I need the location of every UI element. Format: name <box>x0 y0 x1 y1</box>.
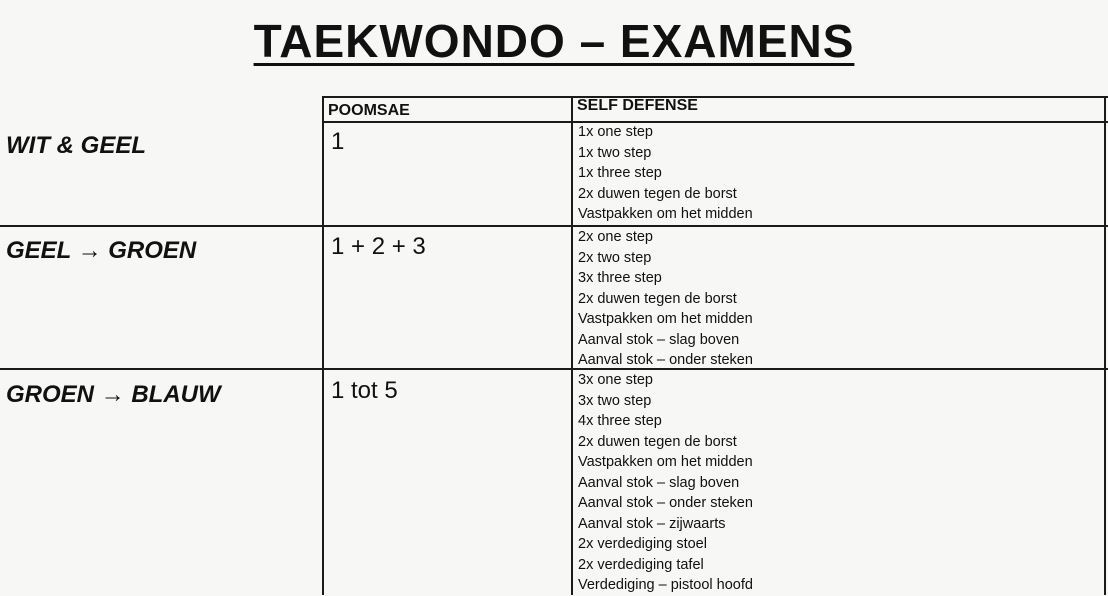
list-item: 4x three step <box>578 413 662 429</box>
row-1-bottom-border <box>0 225 1108 227</box>
list-item: 2x verdediging stoel <box>578 536 707 552</box>
list-item: Aanval stok – onder steken <box>578 495 753 511</box>
list-item: Aanval stok – slag boven <box>578 474 740 491</box>
list-item: Vastpakken om het midden <box>578 311 753 327</box>
self-defense-list-row-3 <box>578 370 753 596</box>
poomsae-value-row-1: 1 <box>331 128 345 155</box>
list-item: Aanval stok – onder steken <box>578 352 753 368</box>
list-item: Vastpakken om het midden <box>578 454 753 470</box>
row-label-groen-blauw: GROEN → BLAUW <box>6 381 221 408</box>
list-item: 2x two step <box>578 249 652 266</box>
list-item: Vastpakken om het midden <box>578 206 753 222</box>
list-item: 3x three step <box>578 270 662 286</box>
list-item: 2x duwen tegen de borst <box>578 185 737 202</box>
list-item: 2x verdediging tafel <box>578 556 704 573</box>
list-item: Aanval stok – slag boven <box>578 331 740 348</box>
list-item: 3x two step <box>578 392 652 409</box>
self-defense-list-row-2 <box>578 227 753 371</box>
table-top-border <box>322 96 1108 98</box>
list-item: 1x three step <box>578 165 662 181</box>
list-item: 2x one step <box>578 229 653 245</box>
list-item: 1x two step <box>578 144 652 161</box>
list-item: 3x one step <box>578 372 653 388</box>
table-right-border <box>1104 96 1106 595</box>
list-item: 1x one step <box>578 124 653 140</box>
page-title: TAEKWONDO – EXAMENS <box>253 15 855 67</box>
list-item: 2x duwen tegen de borst <box>578 290 737 307</box>
row-label-wit-geel: WIT & GEEL <box>6 132 146 159</box>
list-item: Verdediging – pistool hoofd <box>578 577 753 593</box>
header-self-defense: SELF DEFENSE <box>577 97 698 114</box>
poomsae-column-left-border <box>322 96 324 595</box>
header-poomsae: POOMSAE <box>328 102 410 119</box>
selfdefense-column-left-border <box>571 96 573 595</box>
row-label-geel-groen: GEEL → GROEN <box>6 237 197 264</box>
poomsae-value-row-2: 1 + 2 + 3 <box>331 233 426 260</box>
list-item: 2x duwen tegen de borst <box>578 433 737 450</box>
poomsae-value-row-3: 1 tot 5 <box>331 377 398 404</box>
list-item: Aanval stok – zijwaarts <box>578 515 726 532</box>
row-2-bottom-border <box>0 368 1108 370</box>
self-defense-list-row-1 <box>578 122 753 225</box>
